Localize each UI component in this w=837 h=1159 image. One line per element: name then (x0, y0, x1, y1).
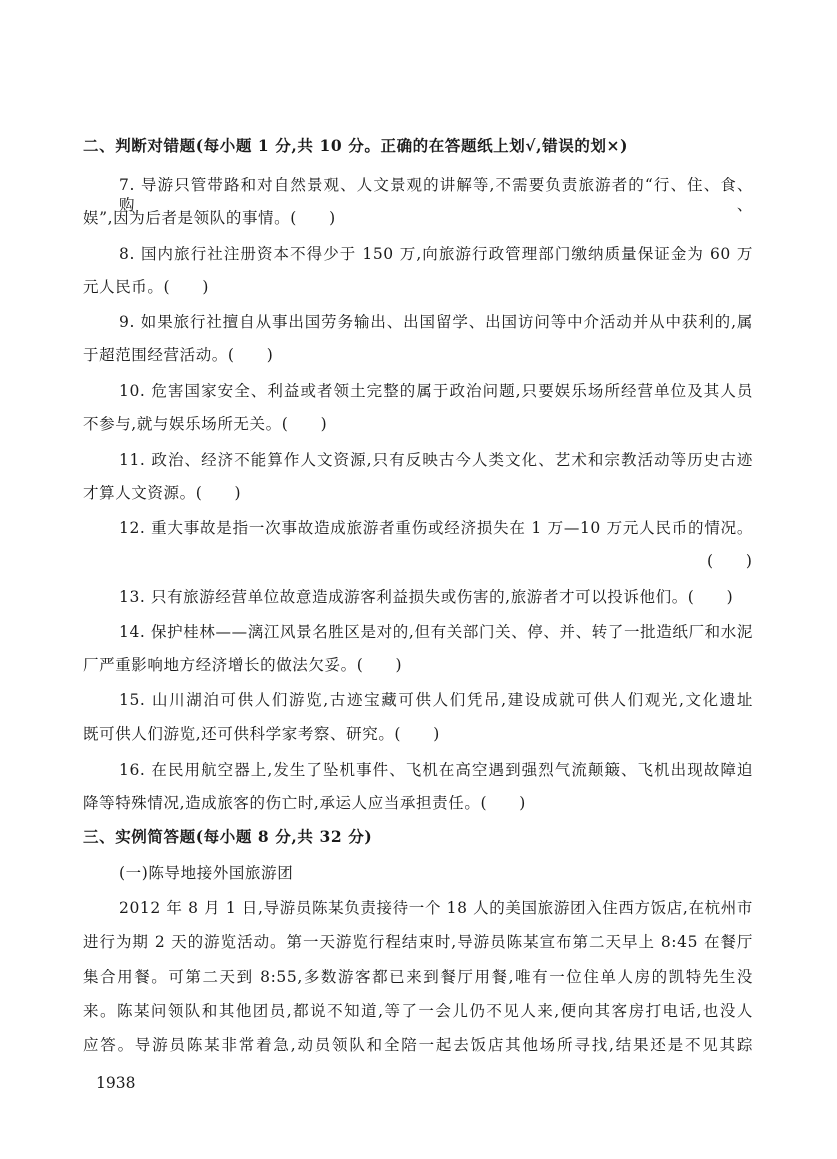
page-number: 1938 (96, 1074, 136, 1092)
item-8-line-2: 元人民币。( ) (83, 278, 209, 296)
case-paragraph-line-3: 集合用餐。可第二天到 8:55,多数游客都已来到餐厅用餐,唯有一位住单人房的凯特先生没 (83, 968, 753, 986)
section-3-heading: 三、实例简答题(每小题 8 分,共 32 分) (83, 827, 373, 846)
item-15-line-2: 既可供人们游览,还可供科学家考察、研究。( ) (83, 725, 440, 743)
item-14-line-2: 厂严重影响地方经济增长的做法欠妥。( ) (83, 656, 403, 674)
item-7-line-2: 娱”,因为后者是领队的事情。( ) (83, 209, 336, 227)
case-paragraph-line-5: 应答。导游员陈某非常着急,动员领队和全陪一起去饭店其他场所寻找,结果还是不见其踪 (83, 1036, 753, 1054)
item-10-line-2: 不参与,就与娱乐场所无关。( ) (83, 415, 328, 433)
item-11-line-1: 11. 政治、经济不能算作人文资源,只有反映古今人类文化、艺术和宗教活动等历史古迹 (119, 451, 753, 469)
item-12-line-1: 12. 重大事故是指一次事故造成旅游者重伤或经济损失在 1 万—10 万元人民币的情况。 (119, 519, 753, 537)
item-16-line-2: 降等特殊情况,造成旅客的伤亡时,承运人应当承担责任。( ) (83, 794, 526, 812)
case-paragraph-line-1: 2012 年 8 月 1 日,导游员陈某负责接待一个 18 人的美国旅游团入住西方饭店,在杭州市 (119, 899, 753, 917)
case-paragraph-line-4: 来。陈某问领队和其他团员,都说不知道,等了一会儿仍不见人来,便向其客房打电话,也没人 (83, 1002, 753, 1020)
item-7-line-1: 7. 导游只管带路和对自然景观、人文景观的讲解等,不需要负责旅游者的“行、住、食、购、 (119, 176, 753, 214)
item-9-line-1: 9. 如果旅行社擅自从事出国劳务输出、出国留学、出国访问等中介活动并从中获利的,属 (119, 313, 753, 331)
section-2-heading: 二、判断对错题(每小题 1 分,共 10 分。正确的在答题纸上划√,错误的划×) (83, 136, 629, 155)
item-9-line-2: 于超范围经营活动。( ) (83, 346, 274, 364)
item-13-line-1: 13. 只有旅游经营单位故意造成游客利益损失或伤害的,旅游者才可以投诉他们。( ) (119, 588, 734, 606)
item-15-line-1: 15. 山川湖泊可供人们游览,古迹宝藏可供人们凭吊,建设成就可供人们观光,文化遗址 (119, 691, 753, 709)
item-8-line-1: 8. 国内旅行社注册资本不得少于 150 万,向旅游行政管理部门缴纳质量保证金为 60 万 (119, 245, 753, 263)
item-12-answer-paren: ( ) (707, 552, 753, 570)
case-title: (一)陈导地接外国旅游团 (119, 864, 294, 882)
case-paragraph-line-2: 进行为期 2 天的游览活动。第一天游览行程结束时,导游员陈某宣布第二天早上 8:45 在餐厅 (83, 933, 753, 951)
item-10-line-1: 10. 危害国家安全、利益或者领土完整的属于政治问题,只要娱乐场所经营单位及其人员 (119, 382, 753, 400)
item-14-line-1: 14. 保护桂林——漓江风景名胜区是对的,但有关部门关、停、并、转了一批造纸厂和水泥 (119, 623, 753, 641)
item-16-line-1: 16. 在民用航空器上,发生了坠机事件、飞机在高空遇到强烈气流颠簸、飞机出现故障迫 (119, 761, 753, 779)
item-11-line-2: 才算人文资源。( ) (83, 484, 242, 502)
